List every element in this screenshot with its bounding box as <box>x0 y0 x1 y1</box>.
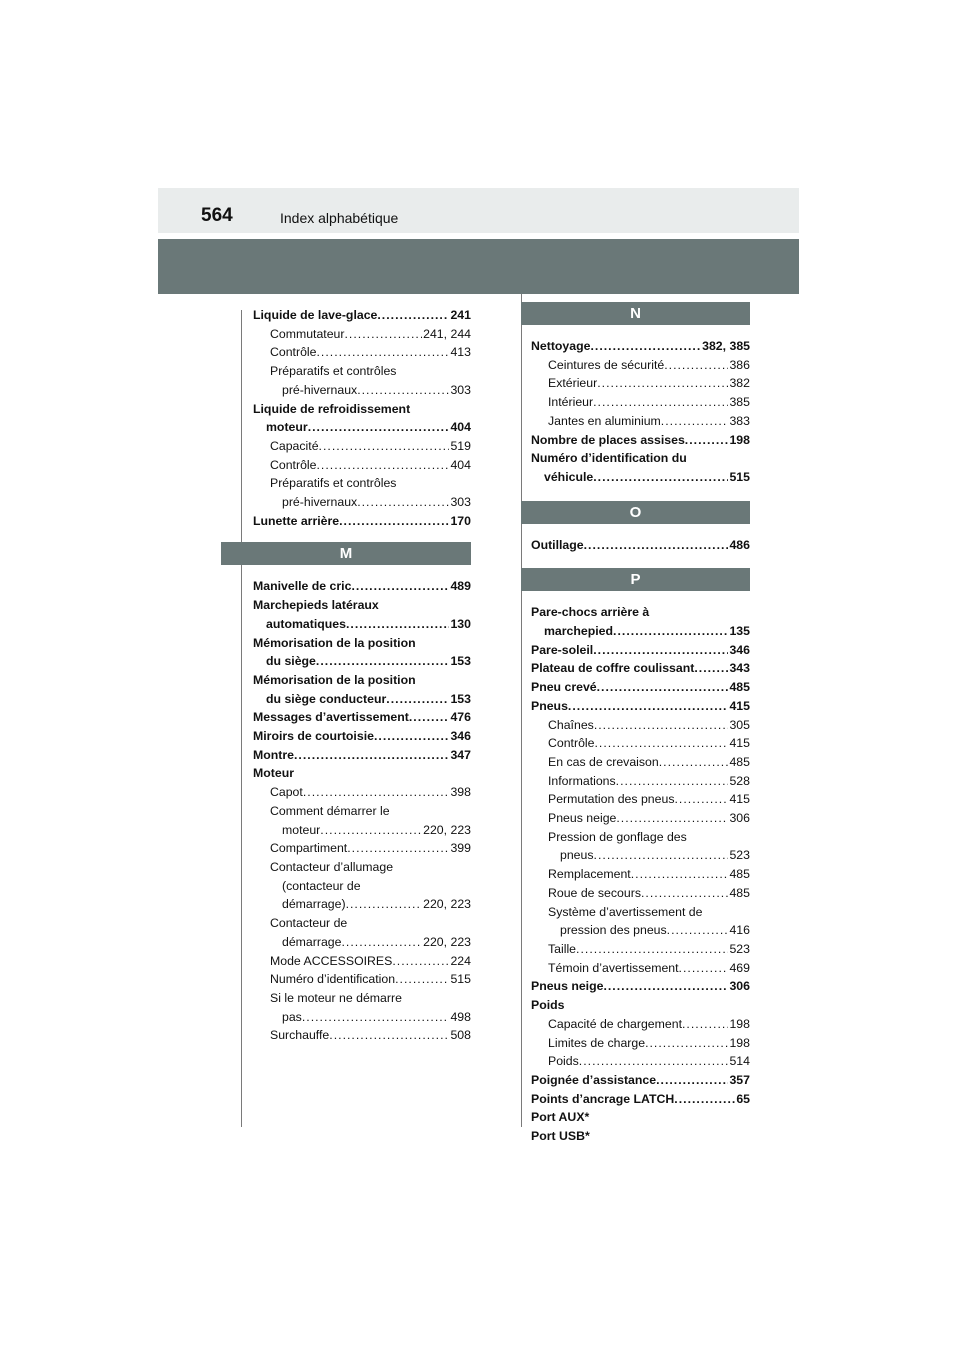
index-entry-text: Chaînes <box>548 717 594 732</box>
index-entry-text: Pression de gonflage des <box>548 829 687 844</box>
index-entry-text: Roue de secours <box>548 885 641 900</box>
dot-leader <box>308 418 450 437</box>
index-entry-text: Port AUX* <box>531 1110 590 1125</box>
index-entry-page: 220, 223 <box>423 897 471 912</box>
index-entry-page: 528 <box>729 773 750 788</box>
index-entry-page: 498 <box>450 1009 471 1024</box>
index-entry-text: Miroirs de courtoisie <box>253 729 374 744</box>
dot-leader <box>664 356 728 375</box>
entries-m <box>253 577 471 1045</box>
index-entry-page: 489 <box>450 579 471 594</box>
index-entry-page: 224 <box>450 953 471 968</box>
index-entry-text: Pare-chocs arrière à <box>531 605 650 620</box>
index-entry-text: Commutateur <box>270 326 345 341</box>
index-entry-page: 241 <box>450 308 471 322</box>
index-entry-text: Numéro d’identification du <box>531 451 687 466</box>
index-entry-text: Manivelle de cric <box>253 579 352 594</box>
index-entry-page: 306 <box>729 811 750 826</box>
index-entry <box>531 1015 750 1034</box>
index-entry-page: 65 <box>736 1091 750 1106</box>
index-entry-text: du siège <box>266 654 316 669</box>
index-entry-page: 415 <box>729 698 750 713</box>
left-column <box>253 306 471 1045</box>
index-entry-page: 306 <box>729 979 750 994</box>
index-entry <box>531 678 750 697</box>
index-entry-text: Port USB* <box>531 1129 590 1144</box>
index-entry <box>253 821 471 840</box>
index-entry-text: Capacité <box>270 438 319 453</box>
index-entry <box>531 959 750 978</box>
index-entry <box>253 596 471 615</box>
index-entry-page: 170 <box>450 513 471 528</box>
index-entry <box>531 921 750 940</box>
index-entry-text: Contrôle <box>548 736 595 751</box>
index-entry <box>531 659 750 678</box>
index-entry-page: 346 <box>729 642 750 657</box>
index-entry-page: 130 <box>450 616 471 631</box>
index-entry-page: 303 <box>450 382 471 397</box>
index-entry <box>253 989 471 1008</box>
section-letter-o: O <box>521 501 750 524</box>
dot-leader <box>347 839 449 858</box>
page-number: 564 <box>201 205 233 226</box>
index-entry-text: pneus <box>560 848 594 863</box>
index-entry-text: Pneus neige <box>531 979 604 994</box>
entries-p <box>531 603 750 1145</box>
index-entry-text: Poids <box>548 1054 579 1069</box>
index-entry-text: Messages d’avertissement <box>253 710 409 725</box>
index-entry-page: 523 <box>729 848 750 863</box>
index-entry-page: 346 <box>450 729 471 744</box>
index-entry <box>253 343 471 362</box>
index-entry-page: 198 <box>729 1035 750 1050</box>
index-entry <box>531 536 750 555</box>
index-entry <box>253 877 471 896</box>
index-entry <box>531 903 750 922</box>
dot-leader <box>345 325 423 344</box>
index-entry-text: Plateau de coffre coulissant <box>531 661 695 676</box>
index-entry-page: 416 <box>729 923 750 938</box>
index-entry-page: 404 <box>450 420 471 435</box>
dot-leader <box>377 306 449 325</box>
index-entry <box>253 634 471 653</box>
index-entry-text: Témoin d’avertissement <box>548 960 679 975</box>
index-entry-page: 198 <box>729 432 750 447</box>
index-entry-text: Capot <box>270 785 303 800</box>
section-letter-n: N <box>521 302 750 325</box>
dot-leader <box>645 1034 728 1053</box>
index-entry <box>253 493 471 512</box>
index-entry-text: Pneus neige <box>548 811 617 826</box>
index-entry <box>253 858 471 877</box>
dot-leader <box>597 678 729 697</box>
index-entry <box>531 641 750 660</box>
index-entry-page: 220, 223 <box>423 822 471 837</box>
index-entry <box>531 790 750 809</box>
index-entry-text: pression des pneus <box>560 923 667 938</box>
dot-leader <box>374 727 450 746</box>
index-entry-page: 198 <box>729 1016 750 1031</box>
index-entry-page: 220, 223 <box>423 934 471 949</box>
dot-leader <box>351 577 449 596</box>
index-entry-page: 382, 385 <box>702 339 750 353</box>
index-entry-text: Marchepieds latéraux <box>253 598 379 613</box>
index-entry <box>531 865 750 884</box>
header-band <box>158 188 799 233</box>
index-entry-text: Contrôle <box>270 457 317 472</box>
dot-leader <box>386 690 449 709</box>
index-entry-page: 398 <box>450 785 471 800</box>
dot-leader <box>667 921 729 940</box>
index-entry-page: 415 <box>729 792 750 807</box>
index-entry-page: 386 <box>729 357 750 372</box>
index-entry <box>531 940 750 959</box>
dot-leader <box>341 933 422 952</box>
index-entry-text: automatiques <box>266 616 346 631</box>
dot-leader <box>584 536 729 555</box>
dot-leader <box>320 821 422 840</box>
dot-leader <box>568 697 729 716</box>
index-entry-text: marchepied <box>544 624 614 639</box>
index-entry-page: 382 <box>729 376 750 391</box>
dot-leader <box>294 746 449 765</box>
index-entry <box>531 603 750 622</box>
index-entry <box>531 884 750 903</box>
index-entry-text: Compartiment <box>270 841 348 856</box>
index-entry <box>253 1008 471 1027</box>
index-entry <box>531 393 750 412</box>
index-entry-page: 485 <box>729 885 750 900</box>
entries-l-top <box>253 306 471 530</box>
index-entry-text: Préparatifs et contrôles <box>270 476 397 491</box>
index-entry-page: 413 <box>450 345 471 360</box>
index-entry-text: Limites de charge <box>548 1035 646 1050</box>
dot-leader <box>329 1026 449 1045</box>
index-entry-text: pré-hivernaux <box>282 382 358 397</box>
index-entry <box>253 418 471 437</box>
index-entry-text: Ceintures de sécurité <box>548 357 665 372</box>
dot-leader <box>593 641 728 660</box>
index-entry <box>531 374 750 393</box>
dot-leader <box>579 1052 729 1071</box>
index-entry <box>253 671 471 690</box>
index-entry-page: 357 <box>729 1072 750 1087</box>
dot-leader <box>603 977 728 996</box>
index-entry-page: 383 <box>729 413 750 428</box>
index-entry <box>531 1052 750 1071</box>
index-entry-page: 135 <box>729 624 750 639</box>
dot-leader <box>616 809 728 828</box>
dot-leader <box>674 1090 735 1109</box>
index-entry-text: Jantes en aluminium <box>548 413 661 428</box>
index-entry-page: 399 <box>450 841 471 856</box>
header-dark-band <box>158 239 799 294</box>
dot-leader <box>641 884 729 903</box>
index-entry <box>253 708 471 727</box>
dot-leader <box>303 783 450 802</box>
dot-leader <box>685 431 729 450</box>
index-entry-text: Remplacement <box>548 867 631 882</box>
index-entry <box>253 764 471 783</box>
index-entry <box>531 697 750 716</box>
index-entry-text: véhicule <box>544 469 594 484</box>
index-entry <box>531 809 750 828</box>
index-entry <box>531 828 750 847</box>
left-column-rule <box>241 310 242 1127</box>
index-entry-text: Outillage <box>531 537 584 552</box>
index-entry <box>253 1026 471 1045</box>
dot-leader <box>316 343 449 362</box>
index-entry-text: En cas de crevaison <box>548 754 659 769</box>
index-entry-page: 241, 244 <box>423 326 471 341</box>
index-entry <box>253 952 471 971</box>
index-entry-text: Contacteur d’allumage <box>270 859 394 874</box>
index-entry-text: Nombre de places assises <box>531 432 685 447</box>
index-entry-text: moteur <box>282 822 321 837</box>
index-entry <box>531 449 750 468</box>
dot-leader <box>576 940 728 959</box>
index-entry-page: 476 <box>450 710 471 725</box>
index-entry-page: 415 <box>729 736 750 751</box>
index-entry-page: 385 <box>729 395 750 410</box>
index-entry-text: Pneu crevé <box>531 680 597 695</box>
index-entry <box>531 1034 750 1053</box>
dot-leader <box>392 952 449 971</box>
index-entry-text: Comment démarrer le <box>270 803 390 818</box>
index-entry-text: pré-hivernaux <box>282 495 358 510</box>
index-entry <box>531 977 750 996</box>
dot-leader <box>661 412 729 431</box>
dot-leader <box>679 959 729 978</box>
index-entry-text: Mémorisation de la position <box>253 635 416 650</box>
dot-leader <box>302 1008 450 1027</box>
dot-leader <box>590 337 701 356</box>
index-entry-page: 469 <box>729 960 750 975</box>
index-entry <box>531 734 750 753</box>
dot-leader <box>319 437 450 456</box>
dot-leader <box>594 734 728 753</box>
index-entry-page: 523 <box>729 941 750 956</box>
index-entry <box>253 456 471 475</box>
entries-n <box>531 337 750 487</box>
index-entry <box>253 933 471 952</box>
index-entry <box>531 846 750 865</box>
index-entry <box>531 716 750 735</box>
index-entry-page: 404 <box>450 457 471 472</box>
index-entry <box>253 727 471 746</box>
index-entry-text: Permutation des pneus <box>548 792 675 807</box>
dot-leader <box>593 393 728 412</box>
section-letter-m: M <box>221 542 471 565</box>
index-entry-page: 303 <box>450 495 471 510</box>
dot-leader <box>594 846 729 865</box>
index-entry <box>253 325 471 344</box>
index-entry <box>253 400 471 419</box>
index-entry <box>253 895 471 914</box>
section-letter-p: P <box>521 568 750 591</box>
index-entry-page: 485 <box>729 754 750 769</box>
index-entry <box>253 746 471 765</box>
index-entry-text: Si le moteur ne démarre <box>270 990 402 1005</box>
dot-leader <box>339 512 449 531</box>
index-entry <box>253 652 471 671</box>
index-entry <box>253 914 471 933</box>
index-entry-text: Mémorisation de la position <box>253 672 416 687</box>
index-entry-text: Poignée d’assistance <box>531 1072 657 1087</box>
chapter-title: Index alphabétique <box>280 210 399 226</box>
index-entry-page: 347 <box>450 747 471 762</box>
index-entry-text: Capacité de chargement <box>548 1016 682 1031</box>
index-entry-text: Lunette arrière <box>253 513 340 528</box>
index-entry-text: Taille <box>548 941 577 956</box>
index-entry-text: Pare-soleil <box>531 642 594 657</box>
index-entry <box>253 512 471 531</box>
index-entry <box>253 690 471 709</box>
index-entry <box>253 306 471 325</box>
index-entry-text: démarrage) <box>282 897 346 912</box>
index-entry <box>253 474 471 493</box>
dot-leader <box>346 615 450 634</box>
index-entry-text: du siège conducteur <box>266 691 387 706</box>
index-entry-text: Système d’avertissement de <box>548 904 703 919</box>
index-entry-page: 153 <box>450 691 471 706</box>
dot-leader <box>613 622 728 641</box>
index-entry-text: (contacteur de <box>282 878 361 893</box>
index-entry <box>531 1071 750 1090</box>
index-entry-text: Points d’ancrage LATCH <box>531 1091 675 1106</box>
dot-leader <box>594 716 729 735</box>
dot-leader <box>593 468 728 487</box>
index-entry-text: Moteur <box>253 766 294 781</box>
index-entry-text: Liquide de refroidissement <box>253 401 411 416</box>
dot-leader <box>316 652 450 671</box>
index-entry <box>253 615 471 634</box>
dot-leader <box>631 865 729 884</box>
dot-leader <box>694 659 728 678</box>
index-entry-page: 153 <box>450 654 471 669</box>
index-entry-text: Extérieur <box>548 376 598 391</box>
index-entry-text: Numéro d’identification <box>270 972 396 987</box>
dot-leader <box>346 895 423 914</box>
index-entry <box>253 802 471 821</box>
dot-leader <box>395 970 449 989</box>
index-entry <box>531 772 750 791</box>
dot-leader <box>616 772 729 791</box>
dot-leader <box>597 374 728 393</box>
index-entry <box>531 337 750 356</box>
index-entry <box>531 412 750 431</box>
index-entry-text: Pneus <box>531 698 568 713</box>
index-entry-text: Poids <box>531 998 565 1013</box>
index-entry-page: 519 <box>450 438 471 453</box>
right-column-rule <box>521 294 522 1127</box>
index-entry <box>531 622 750 641</box>
index-entry <box>531 356 750 375</box>
dot-leader <box>656 1071 728 1090</box>
index-entry <box>531 753 750 772</box>
index-entry <box>253 437 471 456</box>
index-entry-text: démarrage <box>282 934 342 949</box>
dot-leader <box>409 708 450 727</box>
index-entry-text: Mode ACCESSOIRES <box>270 953 393 968</box>
index-entry-text: moteur <box>266 420 308 435</box>
index-entry-page: 514 <box>729 1054 750 1069</box>
index-entry-page: 305 <box>729 717 750 732</box>
dot-leader <box>316 456 449 475</box>
index-entry <box>531 468 750 487</box>
index-entry-text: Surchauffe <box>270 1028 330 1043</box>
index-entry-page: 485 <box>729 867 750 882</box>
index-entry <box>253 839 471 858</box>
index-entry-text: Intérieur <box>548 395 594 410</box>
index-entry-page: 486 <box>729 537 750 552</box>
index-entry-text: Contrôle <box>270 345 317 360</box>
index-entry-page: 515 <box>450 972 471 987</box>
index-entry <box>253 362 471 381</box>
index-entry <box>531 996 750 1015</box>
index-entry <box>253 783 471 802</box>
index-entry <box>531 1108 750 1127</box>
index-entry-text: Montre <box>253 747 294 762</box>
index-entry <box>531 1090 750 1109</box>
dot-leader <box>682 1015 728 1034</box>
index-entry-text: Informations <box>548 773 616 788</box>
index-entry-text: Nettoyage <box>531 339 591 353</box>
index-entry-text: Préparatifs et contrôles <box>270 364 397 379</box>
index-entry-page: 485 <box>729 680 750 695</box>
index-entry <box>253 970 471 989</box>
dot-leader <box>674 790 728 809</box>
index-entry-page: 508 <box>450 1028 471 1043</box>
index-entry <box>253 381 471 400</box>
dot-leader <box>357 493 449 512</box>
entries-o <box>531 536 750 555</box>
index-entry <box>531 1127 750 1146</box>
index-entry-page: 515 <box>729 469 750 484</box>
dot-leader <box>357 381 449 400</box>
index-entry <box>531 431 750 450</box>
dot-leader <box>659 753 729 772</box>
index-entry-text: pas <box>282 1009 302 1024</box>
right-column <box>531 305 750 1146</box>
index-entry <box>253 577 471 596</box>
index-entry-page: 343 <box>729 661 750 676</box>
index-entry-text: Liquide de lave-glace <box>253 308 378 322</box>
index-entry-text: Contacteur de <box>270 916 348 931</box>
